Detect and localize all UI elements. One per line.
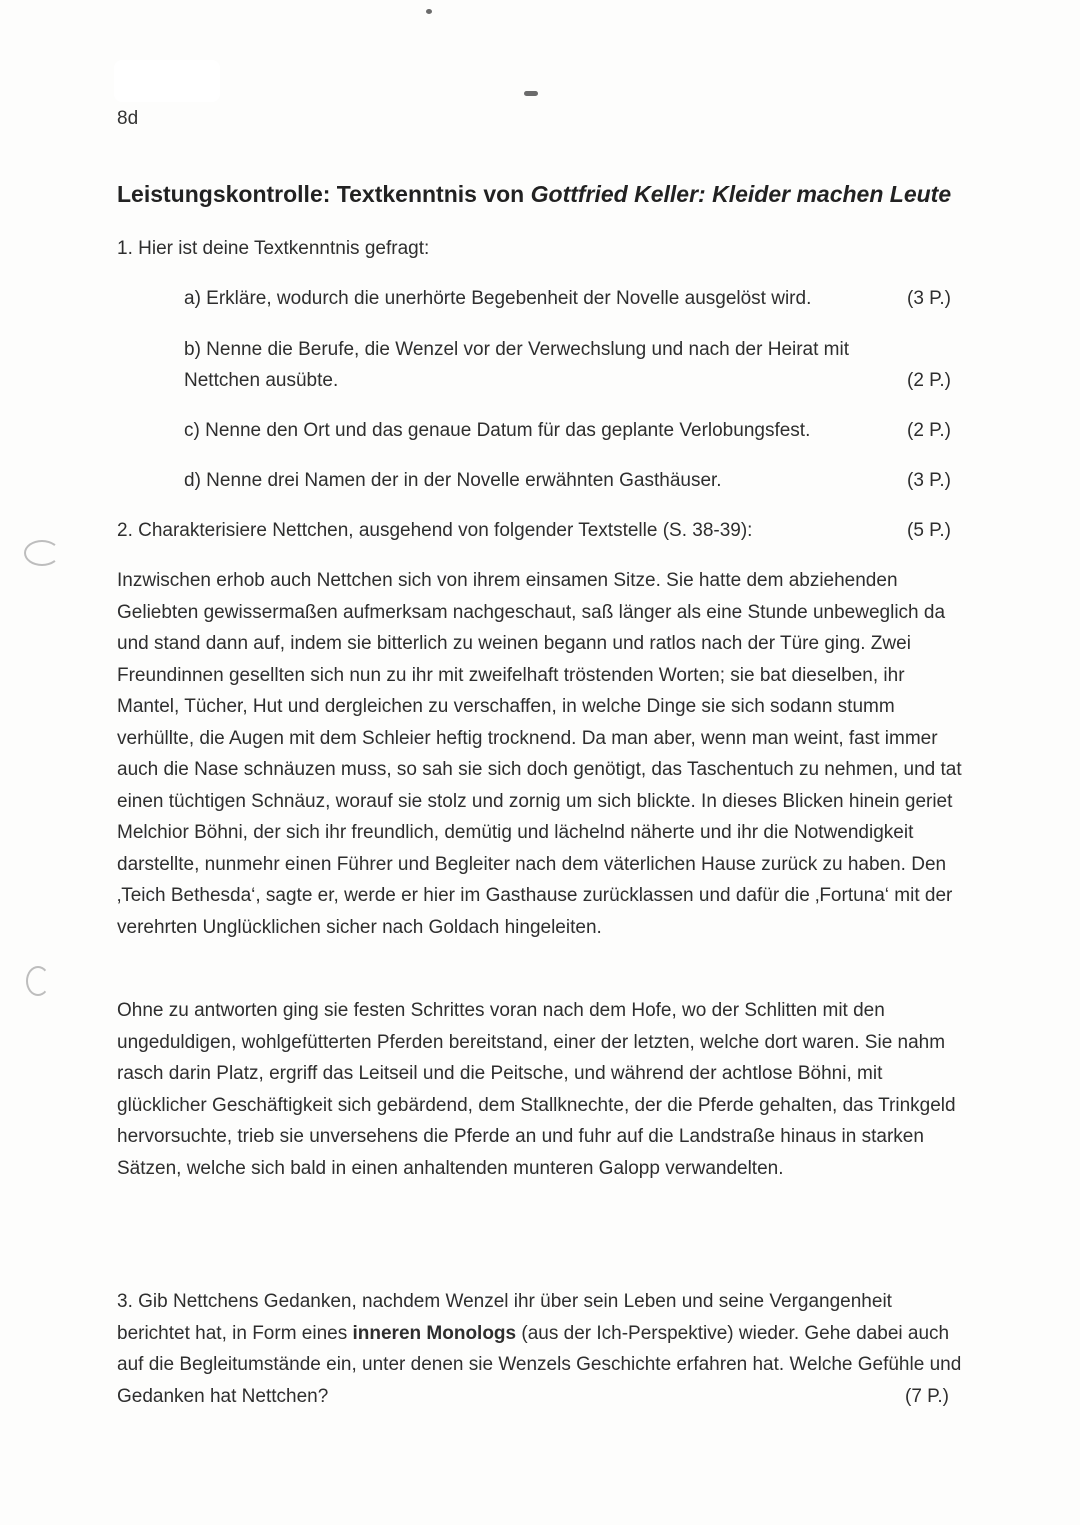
scan-speck <box>426 9 432 14</box>
task2-passage-2: Ohne zu antworten ging sie festen Schrittes voran nach dem Hofe, wo der Schlitten mit den ungeduldigen, wohlgefütterten Pferden bereitstand, einer der letzten, welche dort waren. Sie nahm rasch darin Platz, ergriff das Leitseil und die Peitsche, und während der achtlose Böhni, mit glücklicher Geschäftigkeit sich gebärdend, dem Stallknechte, der die Pferde gehalten, das Trinkgeld hervorsuchte, trieb sie unversehens die Pferde an und fuhr auf die Landstraße hinaus in starken Sätzen, welche sich bald in einen anhaltenden munteren Galopp verwandelten. <box>117 1000 956 1179</box>
task2-passage-1: Inzwischen erhob auch Nettchen sich von ihrem einsamen Sitze. Sie hatte dem abziehenden Geliebten gewissermaßen aufmerksam nachgeschaut, saß länger als eine Stunde unbeweglich da und stand dann auf, indem sie bitterlich zu weinen begann und ratlos nach der Türe ging. Zwei Freundinnen gesellten sich nun zu ihr mit zweifelhaft tröstenden Worten; sie bat dieselben, ihr Mantel, Tücher, Hut und dergleichen zu verschaffen, in welche Dinge sie sich sodann stumm verhüllte, die Augen mit dem Schleier heftig trocknend. Da man aber, wenn man weint, fast immer auch die Nase schnäuzen muss, so sah sie sich doch genötigt, das Taschentuch zu nehmen, und tat einen tüchtigen Schnäuz, worauf sie stolz und zornig um sich blickte. In dieses Blicken hinein geriet Melchior Böhni, der sich ihr freundlich, demütig und lächelnd näherte und ihr die Notwendigkeit darstellte, nunmehr einen Führer und Begleiter nach dem väterlichen Hause zurück zu haben. Den ‚Teich Bethesda‘, sagte er, werde er hier im Gasthause zurücklassen und dafür die ‚Fortuna‘ mit der verehrten Unglücklichen sicher nach Goldach hingeleiten. <box>117 570 962 938</box>
task1-item-d: d) Nenne drei Namen der in der Novelle erwähnten Gasthäuser. <box>184 470 722 491</box>
task3-text-after: (aus der Ich-Perspektive) wieder. Gehe dabei auch auf die Begleitumstände ein, unter denen sie Wenzels Geschichte erfahren hat. Welche Gefühle und Gedanken hat Nettchen? <box>117 1322 962 1407</box>
task1-item-c-points: (2 P.) <box>907 420 952 441</box>
task3-points: (7 P.) <box>905 1386 950 1407</box>
hole-punch-mark <box>24 540 60 566</box>
class-label: 8d <box>117 108 139 129</box>
task3-text <box>117 1286 962 1412</box>
task2-points: (5 P.) <box>907 520 952 541</box>
task3-text-bold: inneren Monologs <box>352 1322 517 1344</box>
title-prefix: Leistungskontrolle: Textkenntnis von <box>117 181 531 207</box>
task1-heading: 1. Hier ist deine Textkenntnis gefragt: <box>117 238 430 259</box>
task3-text-before: 3. Gib Nettchens Gedanken, nachdem Wenzel ihr über sein Leben und seine Vergangenheit berichtet hat, in Form eines <box>117 1291 892 1344</box>
title-work: Gottfried Keller: Kleider machen Leute <box>530 181 952 207</box>
page-title <box>117 181 951 208</box>
task1-item-d-points: (3 P.) <box>907 470 952 491</box>
task1-item-b-line1: b) Nenne die Berufe, die Wenzel vor der Verwechslung und nach der Heirat mit <box>184 339 850 360</box>
task2-heading: 2. Charakterisiere Nettchen, ausgehend von folgender Textstelle (S. 38-39): <box>117 520 753 541</box>
task1-item-b-points: (2 P.) <box>907 370 952 391</box>
scan-speck <box>524 91 538 96</box>
task1-item-a: a) Erkläre, wodurch die unerhörte Begebenheit der Novelle ausgelöst wird. <box>184 288 812 309</box>
task1-item-a-points: (3 P.) <box>907 288 952 309</box>
task1-item-c: c) Nenne den Ort und das genaue Datum für das geplante Verlobungsfest. <box>184 420 811 441</box>
task1-item-b-line2: Nettchen ausübte. <box>184 370 339 391</box>
hole-punch-mark <box>26 966 50 996</box>
redacted-name-area <box>114 60 220 102</box>
